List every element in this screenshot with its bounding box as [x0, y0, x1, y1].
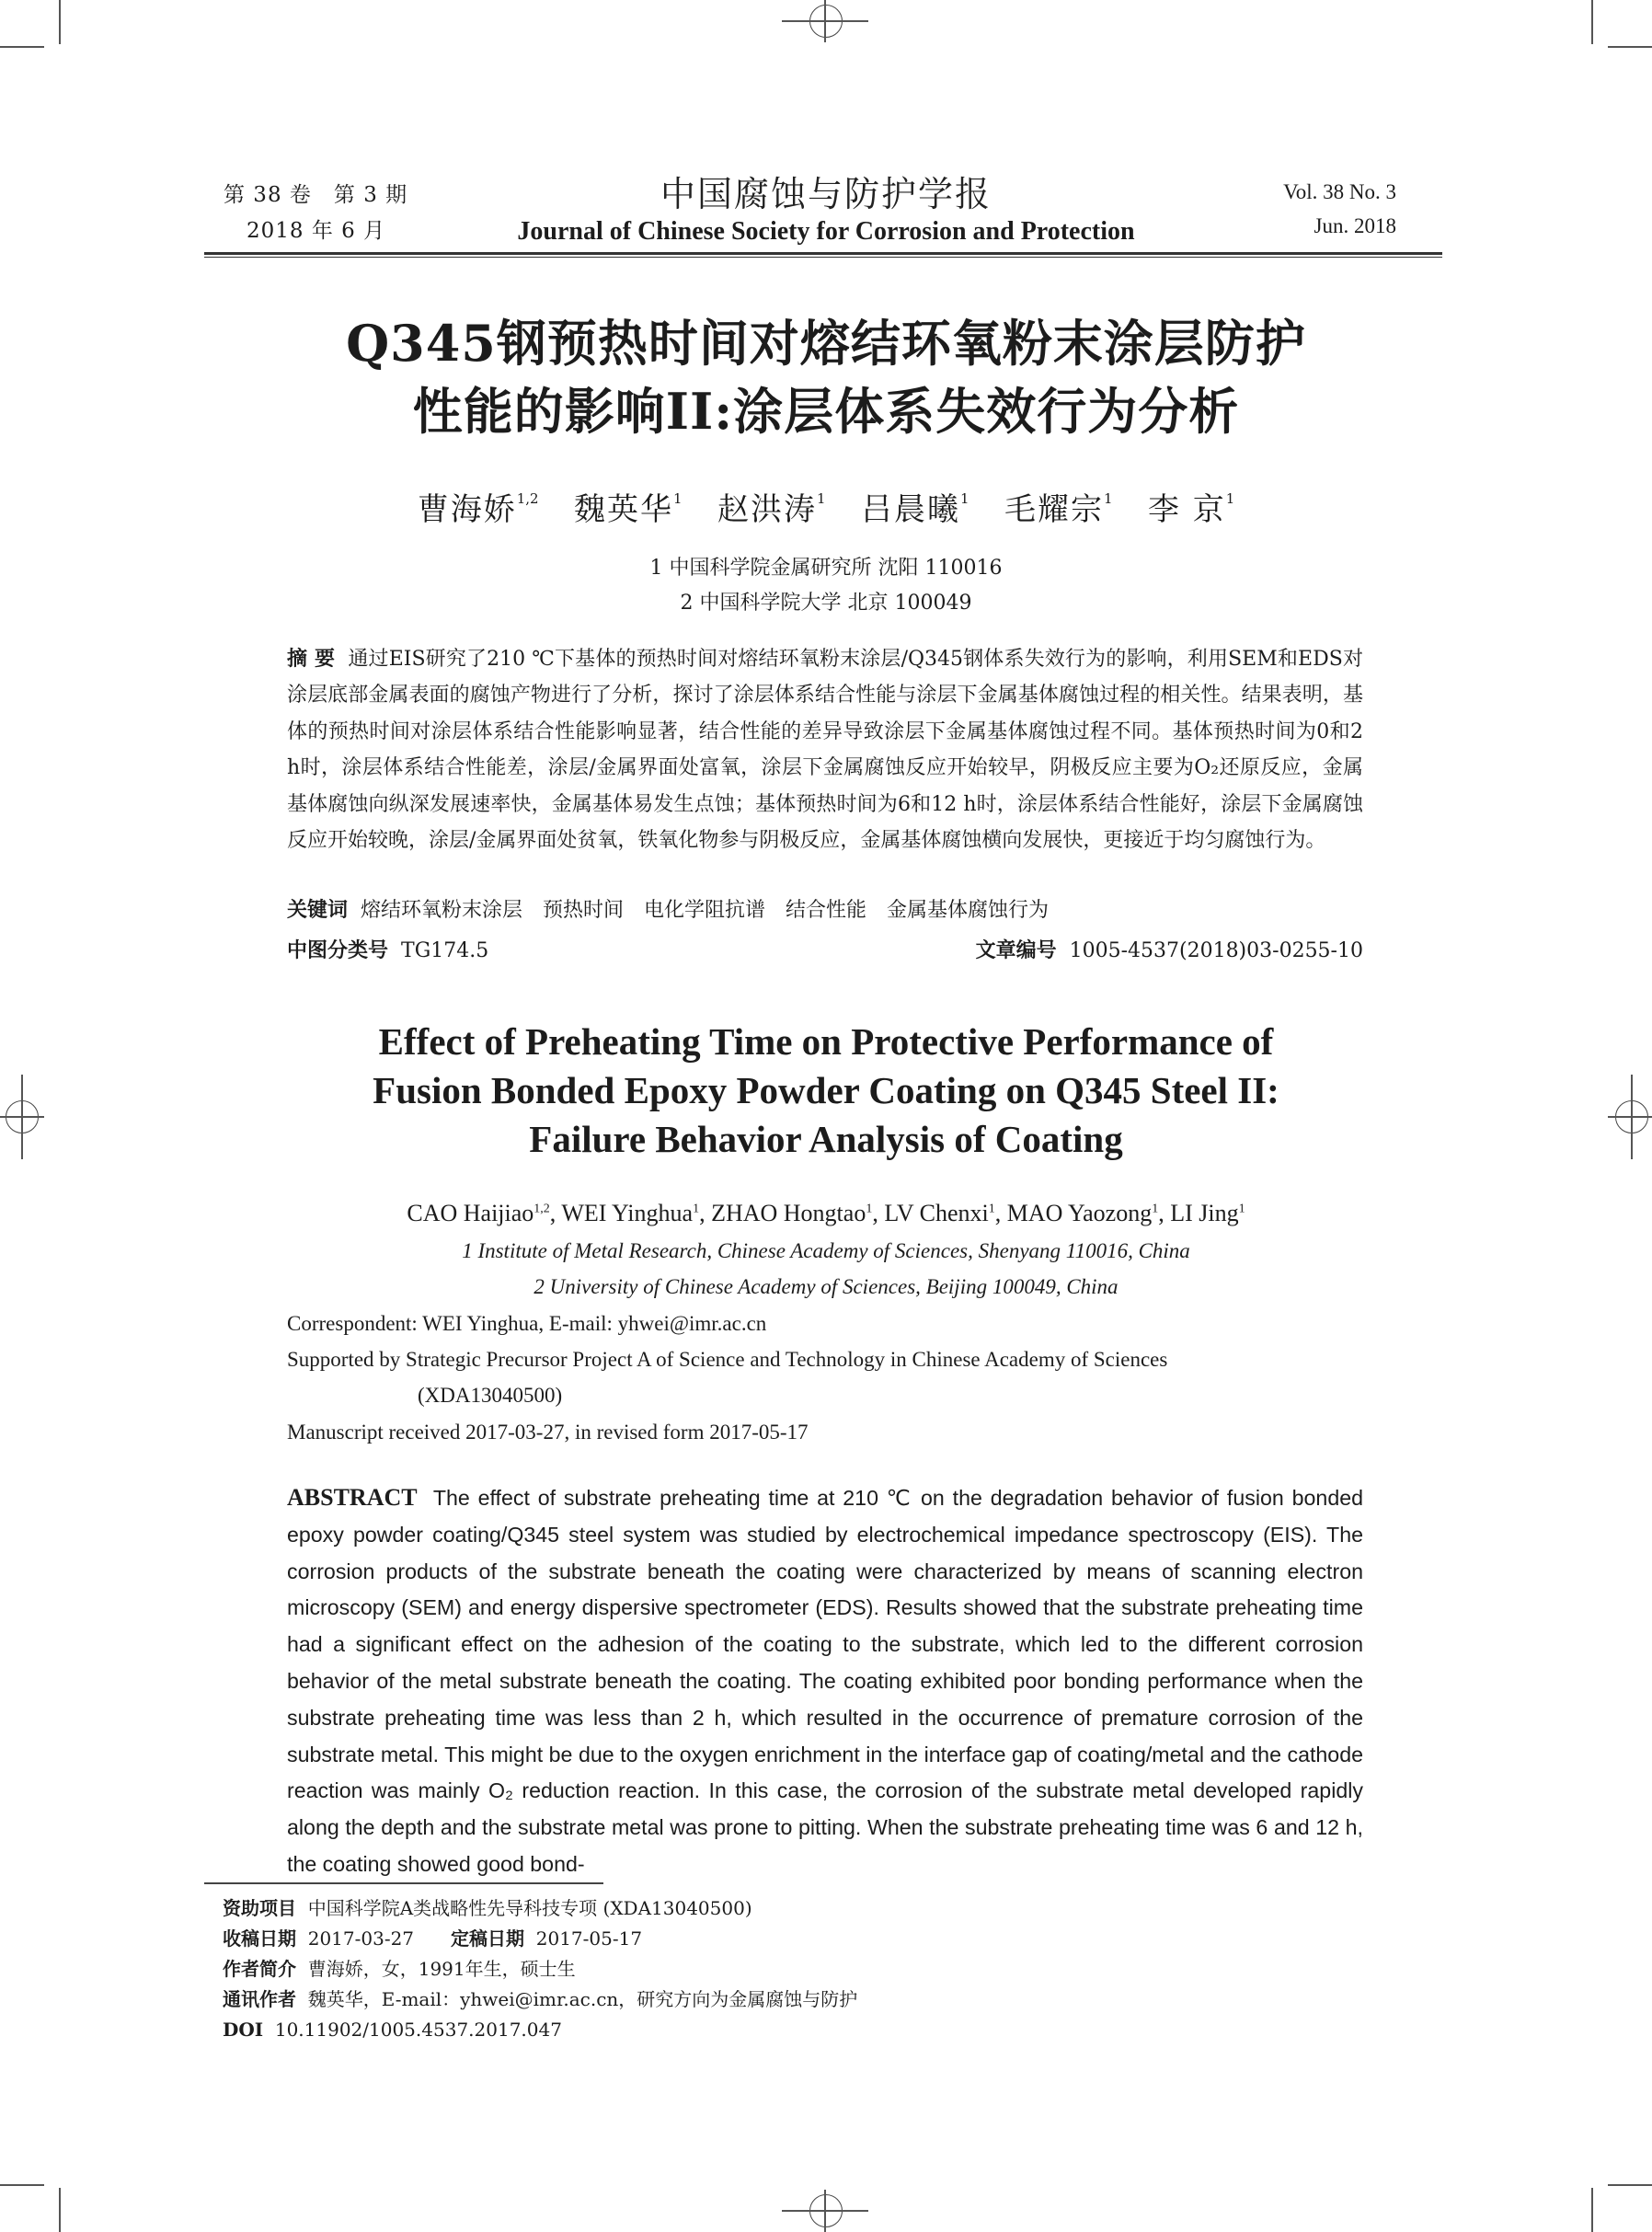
crop-mark-tr-h	[1608, 46, 1652, 48]
author-en: ZHAO Hongtao	[711, 1200, 866, 1226]
abstract-en	[287, 1479, 1363, 1883]
crop-mark-br-v	[1591, 2188, 1593, 2232]
date-en: Jun. 2018	[1314, 214, 1396, 237]
title-en-line1: Effect of Preheating Time on Protective Performance of	[378, 1020, 1274, 1063]
manuscript-dates: Manuscript received 2017-03-27, in revised form 2017-05-17	[287, 1421, 809, 1444]
crop-mark-bl-h	[0, 2184, 44, 2186]
authors-en: CAO Haijiao$^{1,2}$, WEI Yinghua$^1$, ZHAO Hongtao$^1$, LV Chenxi$^1$, MAO Yaozong$^1$, LI Jing$^1$	[407, 1200, 1245, 1226]
keywords-cn	[287, 892, 1363, 928]
keywords-cn-text: 熔结环氧粉末涂层 预热时间 电化学阻抗谱 结合性能 金属基体腐蚀行为	[361, 899, 1050, 922]
crop-mark-tr-v	[1591, 0, 1593, 44]
article-number: 文章编号 1005-4537(2018)03-0255-10	[975, 938, 1363, 962]
author-cn: 毛耀宗	[1004, 491, 1104, 528]
crop-mark-bl-v	[59, 2188, 61, 2232]
author-en: LI Jing	[1170, 1200, 1239, 1226]
journal-title-en: Journal of Chinese Society for Corrosion and Protection	[517, 217, 1135, 246]
author-en: CAO Haijiao	[407, 1200, 534, 1226]
affiliation-cn-1: 1 中国科学院金属研究所 沈阳 110016	[649, 557, 1003, 580]
title-en-line2: Fusion Bonded Epoxy Powder Coating on Q345 Steel II:	[373, 1069, 1279, 1111]
footnote-dates: 收稿日期 2017-03-27 定稿日期 2017-05-17	[223, 1927, 643, 1950]
crop-mark-tl-v	[59, 0, 61, 44]
abstract-cn	[287, 641, 1363, 858]
footnote-doi: DOI 10.11902/1005.4537.2017.047	[223, 2019, 562, 2041]
title-cn-line1: Q345钢预热时间对熔结环氧粉末涂层防护	[346, 314, 1306, 373]
title-en-line3: Failure Behavior Analysis of Coating	[529, 1118, 1123, 1160]
supported-by-grant: (XDA13040500)	[418, 1384, 563, 1407]
footnote-funding: 资助项目 中国科学院A类战略性先导科技专项 (XDA13040500)	[223, 1897, 752, 1919]
author-cn: 魏英华	[574, 491, 673, 528]
affiliation-cn-2: 2 中国科学院大学 北京 100049	[680, 592, 972, 615]
abstract-en-label: ABSTRACT	[287, 1484, 418, 1511]
affiliation-en-2: 2 University of Chinese Academy of Sciences, Beijing 100049, China	[533, 1275, 1119, 1298]
footnote-author-bio: 作者简介 曹海娇，女，1991年生，硕士生	[223, 1958, 576, 1980]
authors-cn: 曹海娇$^{1,2}$ 魏英华$^1$ 赵洪涛$^1$ 吕晨曦$^1$ 毛耀宗$^1$ 李 京$^1$	[417, 490, 1235, 528]
volume-issue-cn: 第 38 卷 第 3 期	[224, 183, 408, 207]
crop-mark-br-h	[1608, 2184, 1652, 2186]
footnote-corresponding: 通讯作者 魏英华，E-mail：yhwei@imr.ac.cn，研究方向为金属腐蚀与防护	[223, 1988, 858, 2010]
title-cn-line2: 性能的影响II:涂层体系失效行为分析	[412, 382, 1240, 441]
author-en: LV Chenxi	[884, 1200, 989, 1226]
author-cn: 李 京	[1147, 491, 1226, 528]
volume-issue-en: Vol. 38 No. 3	[1283, 180, 1396, 203]
journal-title-cn: 中国腐蚀与防护学报	[660, 174, 992, 214]
affiliation-en-1: 1 Institute of Metal Research, Chinese Academy of Sciences, Shenyang 110016, China	[462, 1239, 1190, 1262]
author-cn: 吕晨曦	[860, 491, 960, 528]
author-en: MAO Yaozong	[1006, 1200, 1153, 1226]
date-cn: 2018 年 6 月	[247, 219, 386, 243]
author-en: WEI Yinghua	[561, 1200, 694, 1226]
abstract-cn-label: 摘 要	[287, 647, 336, 671]
author-cn: 赵洪涛	[717, 491, 817, 528]
clc-number: 中图分类号 TG174.5	[287, 938, 489, 962]
keywords-cn-label: 关键词	[287, 898, 349, 922]
crop-mark-tl-h	[0, 46, 44, 48]
abstract-cn-text: 通过EIS研究了210 ℃下基体的预热时间对熔结环氧粉末涂层/Q345钢体系失效行为的影响，利用SEM和EDS对涂层底部金属表面的腐蚀产物进行了分析，探讨了涂层体系结合性能与涂层下金属基体腐蚀过程的相关性。结果表明，基体的预热时间对涂层体系结合性能影响显著，结合性能的差异导致涂层下金属基体腐蚀过程不同。基体预热时间为0和2 h时，涂层体系结合性能差，涂层/金属界面处富氧，涂层下金属腐蚀反应开始较早，阴极反应主要为O₂还原反应，金属基体腐蚀向纵深发展速率快，金属基体易发生点蚀；基体预热时间为6和12 h时，涂层体系结合性能好，涂层下金属腐蚀反应开始较晚，涂层/金属界面处贫氧，铁氧化物参与阴极反应，金属基体腐蚀横向发展快，更接近于均匀腐蚀行为。	[287, 648, 1363, 853]
header-rule-thin	[204, 257, 1442, 258]
author-cn: 曹海娇	[417, 491, 517, 528]
abstract-en-text: The effect of substrate preheating time at 210 ℃ on the degradation behavior of fusion bonded epoxy powder coating/Q345 steel system was studied by electrochemical impedance spectroscopy (EIS). The corrosion products of the substrate beneath the coating were characterized by means of scanning electron microscopy (SEM) and energy dispersive spectrometer (EDS). Results showed that the substrate preheating time had a significant effect on the adhesion of the coating to the substrate, which led to the different corrosion behavior of the metal substrate beneath the coating. The coating exhibited poor bonding performance when the substrate preheating time was less than 2 h, which resulted in the occurrence of premature corrosion of the substrate metal. This might be due to the oxygen enrichment in the interface gap of coating/metal and the cathode reaction was mainly O₂ reduction reaction. In this case, the corrosion of the substrate metal developed rapidly along the depth and the substrate metal was prone to pitting. When the substrate preheating time was 6 and 12 h, the coating showed good bond-	[287, 1486, 1364, 1876]
footnotes	[223, 1893, 1418, 2045]
header-rule-thick	[204, 252, 1442, 255]
footnote-rule	[204, 1882, 603, 1884]
correspondent: Correspondent: WEI Yinghua, E-mail: yhwei@imr.ac.cn	[287, 1312, 767, 1335]
supported-by: Supported by Strategic Precursor Project A of Science and Technology in Chinese Academy of Sciences	[287, 1348, 1168, 1371]
